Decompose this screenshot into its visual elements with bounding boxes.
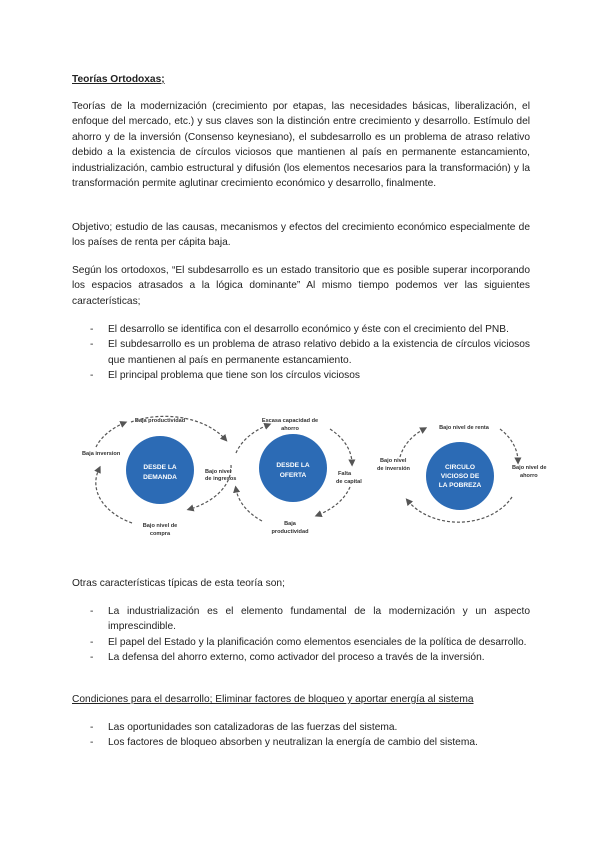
- poverty-cycle: [377, 425, 547, 522]
- list-item: - El subdesarrollo es un problema de atraso relativo debido a la existencia de círculos viciosos que mantienen al país en permanente estancamiento.: [90, 337, 530, 368]
- supply-right-label2: de capital: [336, 479, 362, 485]
- demand-circle-line2: DEMANDA: [143, 474, 177, 481]
- poverty-left-label1: Bajo nivel: [380, 458, 407, 464]
- demand-circle-line1: DESDE LA: [143, 464, 177, 471]
- intro-paragraph: Teorías de la modernización (crecimiento por etapas, las necesidades básicas, liberalización, el enfoque del mercado, etc.) y sus claves son la distinción entre crecimiento y desarrollo. Estímulo del ahorro y de la inversión (Consenso keynesiano), el subdesarrollo es un problema de atraso relativo debido a la existencia de círculos viciosos que mantienen al país en permanente estancamiento, industrialización, cambio estructural y difusión (los elementos necesarios para la transformación) y la transformación permite aglutinar crecimiento económico y desarrollo, finalmente.: [72, 101, 530, 190]
- conditions-list: [90, 720, 530, 751]
- objective-paragraph: Objetivo; estudio de las causas, mecanismos y efectos del crecimiento económico especialmente de los países de renta per cápita baja.: [72, 222, 530, 249]
- poverty-circle-line2: VICIOSO DE: [440, 473, 480, 480]
- page-title: Teorías Ortodoxas;: [72, 74, 165, 85]
- other-intro: Otras características típicas de esta teoría son;: [72, 578, 285, 589]
- list-item: - Los factores de bloqueo absorben y neutralizan la energía de cambio del sistema.: [90, 735, 530, 750]
- arrow-bottom-left: [236, 489, 262, 521]
- supply-top-label2: ahorro: [281, 426, 299, 432]
- supply-right-label1: Falta: [338, 471, 352, 477]
- supply-bottom-label1: Baja: [284, 521, 296, 527]
- other-characteristics-list: [90, 604, 530, 666]
- supply-cycle: [236, 418, 362, 535]
- list-item: - Las oportunidades son catalizadoras de las fuerzas del sistema.: [90, 720, 530, 735]
- supply-circle-line1: DESDE LA: [276, 462, 310, 469]
- demand-right-label1: Bajo nivel: [205, 469, 232, 475]
- arrow-top-right: [330, 429, 352, 463]
- poverty-circle-line1: CIRCULO: [444, 464, 476, 471]
- list-item: - La defensa del ahorro externo, como activador del proceso a través de la inversión.: [90, 650, 530, 665]
- poverty-right-label1: Bajo nivel de: [512, 465, 547, 471]
- demand-bottom-label2: compra: [149, 531, 171, 537]
- demand-cycle: [82, 416, 236, 537]
- list-item: - La industrialización es el elemento fundamental de la modernización y un aspecto imprescindible.: [90, 604, 530, 635]
- supply-bottom-label2: productividad: [271, 529, 309, 535]
- vicious-circles-diagram: [0, 405, 600, 565]
- supply-top-label1: Escasa capacidad de: [261, 418, 319, 424]
- arrow-top-left: [400, 429, 424, 457]
- arrow-bottom-left: [96, 469, 132, 523]
- list-item: - El principal problema que tiene son los círculos viciosos: [90, 368, 530, 383]
- arrow-top-right: [500, 429, 518, 461]
- arrow-top-left: [96, 423, 124, 447]
- list-item: - El desarrollo se identifica con el desarrollo económico y éste con el crecimiento del PNB.: [90, 322, 530, 337]
- conditions-heading: Condiciones para el desarrollo; Eliminar factores de bloqueo y aportar energía al sistema: [72, 694, 474, 705]
- demand-left-label: Baja inversion: [82, 451, 121, 457]
- poverty-right-label2: ahorro: [520, 473, 538, 479]
- list-item: - El papel del Estado y la planificación como elementos esenciales de la política de desarrollo.: [90, 635, 530, 650]
- demand-bottom-label1: Bajo nivel de: [142, 523, 178, 529]
- poverty-top-label: Bajo nivel de renta: [439, 425, 489, 431]
- arrow-top-left: [236, 425, 268, 453]
- poverty-left-label2: de inversión: [377, 466, 410, 472]
- supply-circle-line2: OFERTA: [279, 472, 307, 479]
- characteristics-list: [90, 322, 530, 384]
- orthodox-paragraph: Según los ortodoxos, “El subdesarrollo es un estado transitorio que es posible superar incorporando los espacios atrasados a la lógica dominante” Al mismo tiempo podemos ver las siguientes características;: [72, 265, 530, 307]
- arrow-bottom-right: [318, 487, 350, 515]
- demand-right-label2: de ingresos: [205, 476, 237, 482]
- poverty-circle-line3: LA POBREZA: [438, 482, 482, 489]
- demand-top-label: Baja productividad: [134, 418, 186, 424]
